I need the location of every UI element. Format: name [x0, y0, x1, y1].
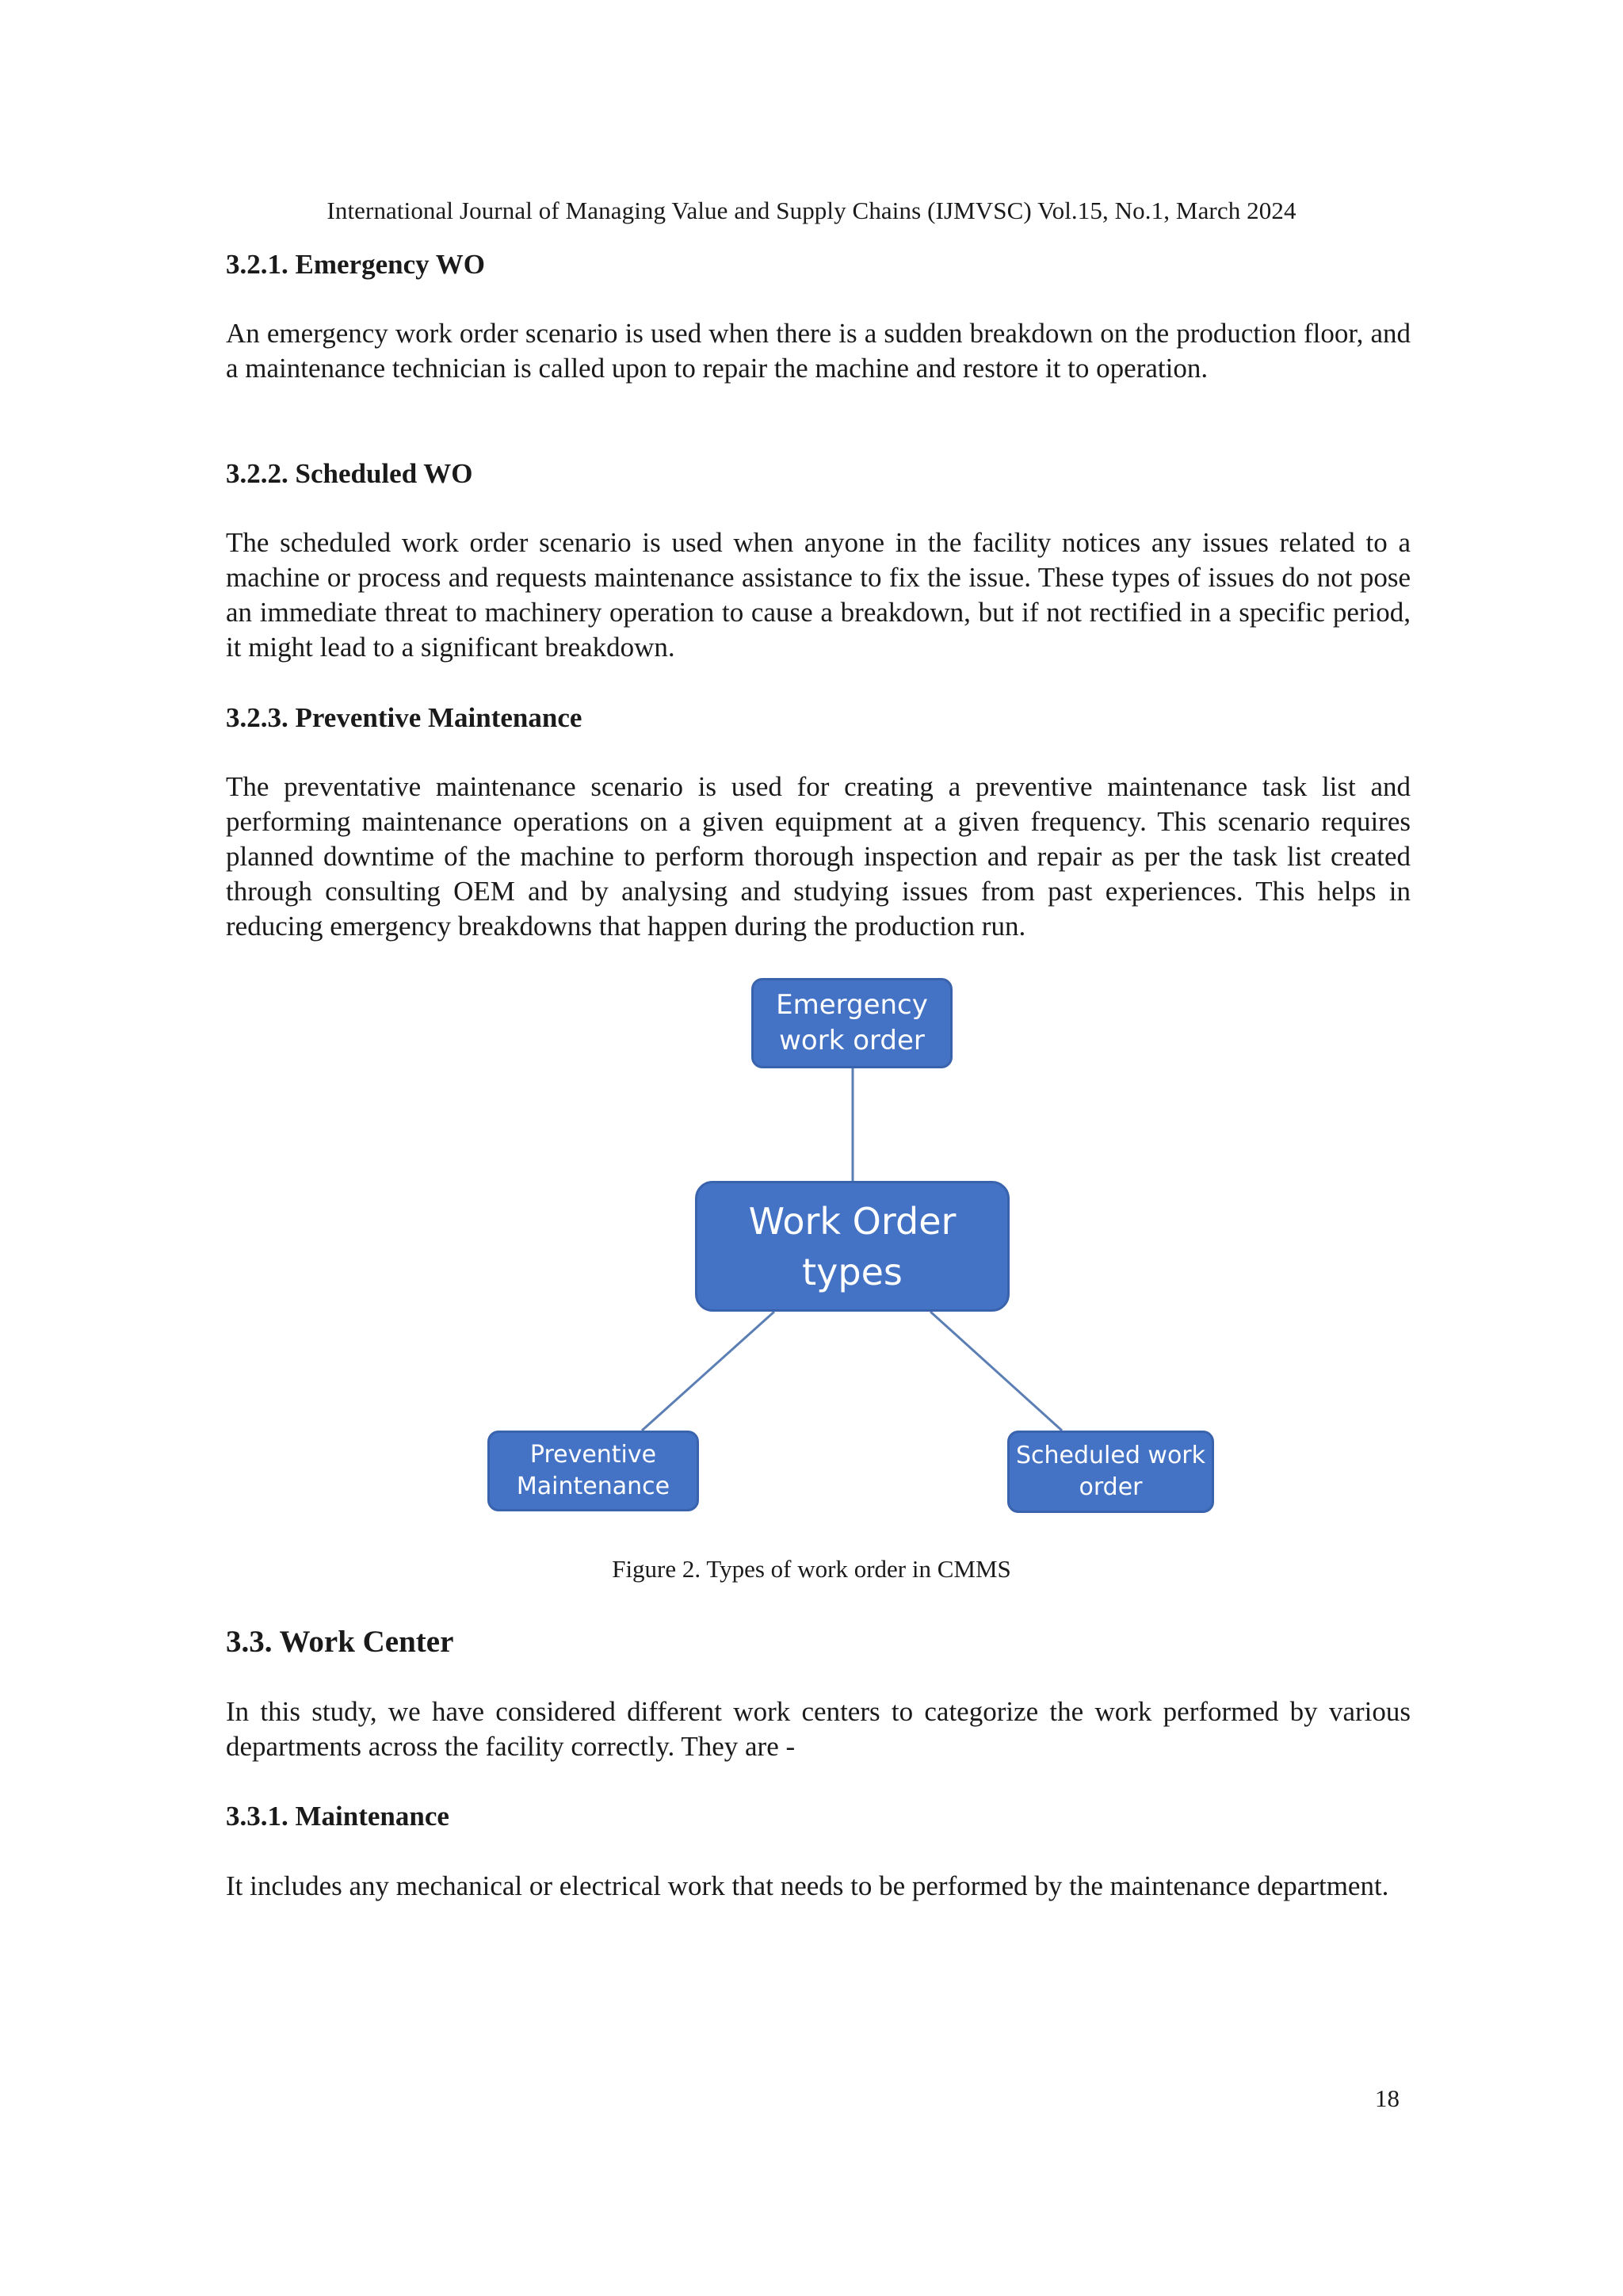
connector-preventive [642, 1312, 774, 1431]
scheduled-work-order-node [1007, 1431, 1214, 1513]
section-3-3-1 [226, 1799, 1411, 1834]
section-3-2-1 [226, 247, 1411, 282]
node-label: Preventive Maintenance [516, 1441, 670, 1500]
emergency-work-order-node [751, 978, 953, 1068]
node-label: Emergency work order [776, 989, 928, 1056]
figure-caption: Figure 2. Types of work order in CMMS [612, 1555, 1011, 1583]
node-label: Work Order types [748, 1199, 957, 1293]
paragraph: In this study, we have considered different work centers to categorize the work performed by various departments across the facility correctly. They are - [226, 1696, 1411, 1762]
work-order-types-node [695, 1181, 1010, 1312]
paragraph: The scheduled work order scenario is used when anyone in the facility notices any issues related to a machine or process and requests maintenance assistance to fix the issue. These types of issues do not pose an immediate threat to machinery operation to cause a breakdown, but if not rectified in a specific period, it might lead to a significant breakdown. [226, 527, 1411, 663]
node-label: Scheduled work order [1015, 1442, 1206, 1501]
section-3-2-3 [226, 701, 1411, 735]
running-header: International Journal of Managing Value and Supply Chains (IJMVSC) Vol.15, No.1, March 2024 [327, 197, 1296, 224]
section-heading: 3.2.2. Scheduled WO [226, 458, 473, 489]
section-3-3 [226, 1623, 1411, 1661]
paragraph: It includes any mechanical or electrical work that needs to be performed by the maintenance department. [226, 1870, 1389, 1901]
paragraph: An emergency work order scenario is used when there is a sudden breakdown on the production floor, and a maintenance technician is called upon to repair the machine and restore it to operation. [226, 318, 1411, 384]
section-3-3-body [226, 1694, 1411, 1764]
section-3-2-2-body [226, 525, 1411, 665]
section-3-3-1-body [226, 1869, 1411, 1904]
section-heading: 3.2.1. Emergency WO [226, 249, 485, 280]
section-3-2-2 [226, 457, 1411, 491]
section-3-2-1-body [226, 316, 1411, 386]
section-3-2-3-body [226, 770, 1411, 944]
section-heading: 3.3.1. Maintenance [226, 1801, 449, 1832]
section-heading: 3.3. Work Center [226, 1625, 454, 1659]
connector-scheduled [930, 1312, 1062, 1431]
preventive-maintenance-node [487, 1431, 699, 1511]
section-heading: 3.2.3. Preventive Maintenance [226, 702, 582, 733]
page-number: 18 [1375, 2084, 1400, 2112]
paragraph: The preventative maintenance scenario is used for creating a preventive maintenance task list and performing maintenance operations on a given equipment at a given frequency. This scenario requires planned downtime of the machine to perform thorough inspection and repair as per the task list created through consulting OEM and by analysing and studying issues from past experiences. This helps in reducing emergency breakdowns that happen during the production run. [226, 771, 1411, 942]
